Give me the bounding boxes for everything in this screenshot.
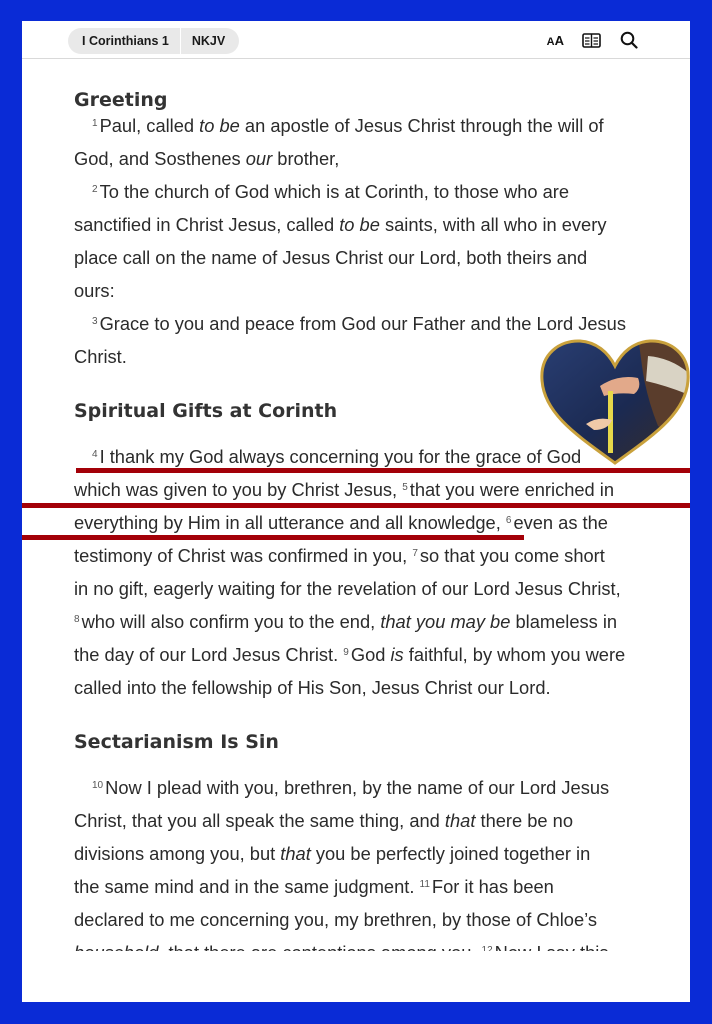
bible-reader-page xyxy=(22,21,690,1002)
verse-line: Christ, that you all speak the same thing, and that there be no xyxy=(74,810,573,831)
verse-line: called into the fellowship of His Son, Jesus Christ our Lord. xyxy=(74,677,551,698)
verse-line: divisions among you, but that you be perfectly joined together in xyxy=(74,843,591,864)
verse-line: $^8$ who will also confirm you to the end, that you may be blameless in xyxy=(74,611,618,632)
verse-number[interactable]: 10 xyxy=(92,780,104,791)
search-icon[interactable] xyxy=(618,29,640,51)
verse-line: place call on the name of Jesus Christ our Lord, both theirs and xyxy=(74,247,588,268)
reader-icon[interactable] xyxy=(580,29,602,51)
verse-line: $^3$ Grace to you and peace from God our Father and the Lord Jesus xyxy=(92,313,626,334)
verse-number[interactable]: 9 xyxy=(343,647,349,658)
section-heading-sectarianism: Sectarianism Is Sin xyxy=(74,731,279,753)
top-navigation-bar xyxy=(22,21,690,59)
highlight-underline xyxy=(76,468,690,473)
section-heading-greeting: Greeting xyxy=(74,89,168,111)
chapter-content xyxy=(22,21,690,1002)
verse-line: which was given to you by Christ Jesus, $^5$ that you were enriched in xyxy=(74,479,615,500)
book-version-selector xyxy=(68,28,239,54)
verse-number[interactable]: 1 xyxy=(92,118,98,129)
verse-line: $^2$ To the church of God which is at Corinth, to those who are xyxy=(92,181,570,202)
verse-line: God, and Sosthenes our brother, xyxy=(74,148,340,169)
verse-number[interactable]: 7 xyxy=(412,548,418,559)
bottom-fade xyxy=(22,951,690,1002)
version-button[interactable]: NKJV xyxy=(191,34,226,48)
verse-line: the day of our Lord Jesus Christ. $^9$ God is faithful, by whom you were xyxy=(74,644,626,665)
toolbar xyxy=(547,29,640,51)
verse-line: $^1$ Paul, called to be an apostle of Jesus Christ through the will of xyxy=(92,115,604,136)
verse-line: ours: xyxy=(74,280,115,301)
verse-number[interactable]: 11 xyxy=(419,879,430,890)
verse-number[interactable]: 8 xyxy=(74,614,80,625)
verse-number[interactable]: 3 xyxy=(92,316,98,327)
highlight-underline xyxy=(22,535,524,540)
verse-number[interactable]: 2 xyxy=(92,184,98,195)
verse-line: testimony of Christ was confirmed in you, $^7$ so that you come short xyxy=(74,545,605,566)
verse-line: sanctified in Christ Jesus, called to be saints, with all who in every xyxy=(74,214,607,235)
heart-sticker-image xyxy=(538,336,690,466)
verse-line: everything by Him in all utterance and all knowledge, $^6$ even as the xyxy=(74,512,608,533)
verse-line: $^4$ I thank my God always concerning you for the grace of God xyxy=(92,446,582,467)
verse-number[interactable]: 4 xyxy=(92,449,98,460)
section-heading-spiritual-gifts: Spiritual Gifts at Corinth xyxy=(74,400,338,422)
verse-number[interactable]: 6 xyxy=(505,515,512,526)
verse-line: $^{10}$ Now I plead with you, brethren, by the name of our Lord Jesus xyxy=(92,777,610,798)
verse-line: declared to me concerning you, my brethren, by those of Chloe’s xyxy=(74,909,597,930)
verse-line: the same mind and in the same judgment. $^{11}$ For it has been xyxy=(74,876,554,897)
verse-line: Christ. xyxy=(74,346,127,367)
verse-line: in no gift, eagerly waiting for the revelation of our Lord Jesus Christ, xyxy=(74,578,621,599)
text-size-icon[interactable]: AA xyxy=(546,32,564,48)
book-chapter-button[interactable]: I Corinthians 1 xyxy=(68,28,181,54)
highlight-underline xyxy=(22,503,690,508)
verse-number[interactable]: 5 xyxy=(402,482,408,493)
